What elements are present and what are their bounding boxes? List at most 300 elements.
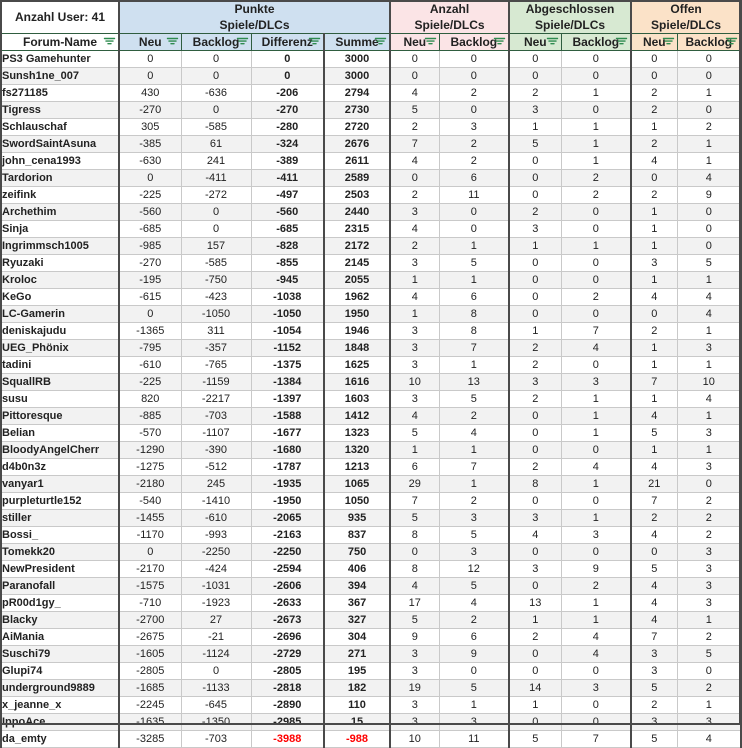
cell-forum-name: AiMania [1,629,119,646]
cell-punkte-differenz: -2729 [251,646,324,663]
cell-abgeschlossen-neu: 2 [509,357,561,374]
cell-abgeschlossen-backlog: 2 [561,578,631,595]
cell-anzahl-backlog: 7 [439,459,509,476]
cell-anzahl-neu: 2 [390,119,439,136]
cell-forum-name: Ingrimmsch1005 [1,238,119,255]
cell-abgeschlossen-backlog: 1 [561,595,631,612]
cell-punkte-backlog: -512 [181,459,251,476]
group-abgeschlossen-line1: Abgeschlossen [525,2,615,16]
cell-punkte-summe: 1950 [324,306,390,323]
table-row [1,119,741,136]
cell-abgeschlossen-neu: 3 [509,221,561,238]
cell-offen-backlog: 0 [677,238,741,255]
cell-abgeschlossen-backlog: 4 [561,646,631,663]
cell-punkte-backlog: 61 [181,136,251,153]
cell-anzahl-backlog: 3 [439,714,509,731]
cell-forum-name: Paranofall [1,578,119,595]
cell-punkte-summe: 3000 [324,68,390,85]
cell-anzahl-backlog: 2 [439,493,509,510]
cell-punkte-summe: 1065 [324,476,390,493]
cell-punkte-differenz: -945 [251,272,324,289]
column-header-abgeschlossen-neu[interactable] [509,34,561,51]
cell-offen-neu: 2 [631,85,677,102]
column-header-row [1,34,741,51]
table-row [1,153,741,170]
cell-punkte-summe: 837 [324,527,390,544]
cell-abgeschlossen-neu: 0 [509,425,561,442]
group-header-row [1,1,741,34]
cell-punkte-differenz: -2606 [251,578,324,595]
cell-punkte-differenz: -828 [251,238,324,255]
cell-offen-backlog: 2 [677,527,741,544]
cell-forum-name: d4b0n3z [1,459,119,476]
cell-punkte-neu: 0 [119,51,181,68]
cell-punkte-differenz: -1950 [251,493,324,510]
cell-punkte-neu: -630 [119,153,181,170]
cell-punkte-neu: -1685 [119,680,181,697]
table-row [1,170,741,187]
cell-abgeschlossen-backlog: 3 [561,374,631,391]
cell-anzahl-backlog: 4 [439,595,509,612]
cell-abgeschlossen-neu: 1 [509,238,561,255]
cell-punkte-backlog: -272 [181,187,251,204]
cell-forum-name: underground9889 [1,680,119,697]
cell-punkte-summe: -988 [324,731,390,748]
cell-anzahl-backlog: 13 [439,374,509,391]
cell-abgeschlossen-backlog: 0 [561,255,631,272]
cell-offen-backlog: 5 [677,646,741,663]
user-count-label: Anzahl User: 41 [14,10,106,24]
cell-forum-name: Tigress [1,102,119,119]
cell-offen-backlog: 1 [677,612,741,629]
cell-abgeschlossen-backlog: 3 [561,680,631,697]
cell-punkte-neu: -1635 [119,714,181,731]
cell-forum-name: Glupi74 [1,663,119,680]
cell-offen-backlog: 3 [677,544,741,561]
cell-punkte-differenz: -1588 [251,408,324,425]
cell-offen-neu: 1 [631,272,677,289]
cell-forum-name: SwordSaintAsuna [1,136,119,153]
cell-offen-neu: 4 [631,578,677,595]
cell-punkte-backlog: -1050 [181,306,251,323]
cell-forum-name: BloodyAngelCherr [1,442,119,459]
column-header-abgeschlossen-backlog[interactable] [561,34,631,51]
cell-offen-backlog: 4 [677,170,741,187]
column-label: Neu [138,35,162,49]
cell-anzahl-backlog: 0 [439,68,509,85]
cell-abgeschlossen-backlog: 1 [561,510,631,527]
cell-forum-name: Schlauschaf [1,119,119,136]
cell-punkte-differenz: -1397 [251,391,324,408]
cell-abgeschlossen-backlog: 4 [561,340,631,357]
cell-forum-name: IppoAce [1,714,119,731]
cell-punkte-backlog: 0 [181,663,251,680]
cell-punkte-summe: 935 [324,510,390,527]
cell-offen-neu: 2 [631,187,677,204]
cell-anzahl-neu: 10 [390,374,439,391]
cell-punkte-neu: -615 [119,289,181,306]
cell-punkte-summe: 1946 [324,323,390,340]
cell-offen-neu: 3 [631,714,677,731]
table-row [1,187,741,204]
cell-offen-backlog: 3 [677,578,741,595]
cell-punkte-backlog: -424 [181,561,251,578]
cell-punkte-summe: 110 [324,697,390,714]
cell-offen-neu: 1 [631,221,677,238]
group-punkte-line2: Spiele/DLCs [219,18,290,32]
cell-abgeschlossen-backlog: 0 [561,493,631,510]
column-label: Backlog [450,35,498,49]
cell-punkte-neu: -1575 [119,578,181,595]
cell-punkte-backlog: -610 [181,510,251,527]
cell-offen-backlog: 2 [677,629,741,646]
cell-anzahl-backlog: 1 [439,272,509,289]
cell-punkte-backlog: 157 [181,238,251,255]
cell-anzahl-backlog: 3 [439,544,509,561]
cell-anzahl-neu: 2 [390,238,439,255]
cell-punkte-summe: 1603 [324,391,390,408]
cell-forum-name: Belian [1,425,119,442]
cell-abgeschlossen-neu: 0 [509,408,561,425]
cell-abgeschlossen-neu: 2 [509,85,561,102]
cell-punkte-backlog: -585 [181,255,251,272]
cell-punkte-backlog: -1410 [181,493,251,510]
cell-abgeschlossen-backlog: 9 [561,561,631,578]
column-header-punkte-neu[interactable] [119,34,181,51]
cell-offen-backlog: 2 [677,680,741,697]
cell-anzahl-backlog: 0 [439,221,509,238]
cell-punkte-differenz: -324 [251,136,324,153]
cell-forum-name: UEG_Phönix [1,340,119,357]
cell-forum-name: da_emty [1,731,119,748]
cell-punkte-differenz: -2633 [251,595,324,612]
cell-punkte-differenz: -1050 [251,306,324,323]
cell-punkte-differenz: -280 [251,119,324,136]
cell-offen-backlog: 9 [677,187,741,204]
cell-anzahl-neu: 5 [390,425,439,442]
cell-offen-backlog: 1 [677,442,741,459]
cell-punkte-summe: 406 [324,561,390,578]
cell-punkte-differenz: -206 [251,85,324,102]
cell-punkte-neu: -2170 [119,561,181,578]
cell-punkte-differenz: -411 [251,170,324,187]
table-row [1,646,741,663]
cell-punkte-backlog: -1124 [181,646,251,663]
group-anzahl-line2: Spiele/DLCs [414,18,485,32]
cell-offen-backlog: 1 [677,357,741,374]
cell-offen-neu: 2 [631,323,677,340]
cell-punkte-summe: 367 [324,595,390,612]
cell-anzahl-backlog: 5 [439,578,509,595]
column-label: Neu [523,35,547,49]
cell-anzahl-neu: 4 [390,578,439,595]
cell-punkte-backlog: -585 [181,119,251,136]
cell-anzahl-neu: 1 [390,306,439,323]
cell-punkte-differenz: -1038 [251,289,324,306]
cell-punkte-neu: -225 [119,374,181,391]
column-header-offen-neu[interactable] [631,34,677,51]
cell-punkte-neu: -270 [119,255,181,272]
filter-funnel-icon[interactable] [616,38,627,47]
cell-punkte-differenz: -2594 [251,561,324,578]
cell-anzahl-neu: 1 [390,442,439,459]
column-header-anzahl-backlog[interactable] [439,34,509,51]
cell-punkte-differenz: -2065 [251,510,324,527]
table-row [1,272,741,289]
cell-offen-backlog: 1 [677,323,741,340]
cell-abgeschlossen-neu: 0 [509,578,561,595]
cell-forum-name: Blacky [1,612,119,629]
cell-forum-name: fs271185 [1,85,119,102]
cell-abgeschlossen-neu: 0 [509,663,561,680]
cell-forum-name: susu [1,391,119,408]
cell-punkte-summe: 2730 [324,102,390,119]
filter-funnel-icon[interactable] [309,38,320,47]
cell-punkte-neu: -1605 [119,646,181,663]
cell-punkte-neu: -2700 [119,612,181,629]
cell-abgeschlossen-backlog: 7 [561,323,631,340]
cell-offen-neu: 1 [631,442,677,459]
cell-offen-backlog: 1 [677,136,741,153]
column-header-punkte-summe[interactable] [324,34,390,51]
table-row [1,408,741,425]
cell-punkte-neu: -560 [119,204,181,221]
cell-anzahl-neu: 3 [390,323,439,340]
cell-offen-backlog: 3 [677,459,741,476]
table-row [1,85,741,102]
cell-punkte-backlog: -703 [181,731,251,748]
table-body [1,51,741,748]
cell-anzahl-backlog: 8 [439,323,509,340]
cell-punkte-backlog: -1107 [181,425,251,442]
cell-punkte-neu: 820 [119,391,181,408]
cell-punkte-differenz: -2163 [251,527,324,544]
cell-punkte-neu: -3285 [119,731,181,748]
column-label: Differenz [261,35,313,49]
filter-funnel-icon[interactable] [104,38,115,47]
cell-anzahl-backlog: 2 [439,612,509,629]
cell-abgeschlossen-backlog: 4 [561,629,631,646]
cell-punkte-backlog: 245 [181,476,251,493]
cell-punkte-differenz: -2985 [251,714,324,731]
filter-funnel-icon[interactable] [167,38,178,47]
cell-anzahl-backlog: 4 [439,425,509,442]
cell-forum-name: stiller [1,510,119,527]
cell-abgeschlossen-backlog: 3 [561,527,631,544]
cell-anzahl-backlog: 1 [439,238,509,255]
cell-anzahl-backlog: 0 [439,663,509,680]
cell-anzahl-neu: 29 [390,476,439,493]
cell-anzahl-neu: 17 [390,595,439,612]
cell-offen-backlog: 0 [677,221,741,238]
column-label: Backlog [685,35,733,49]
cell-offen-neu: 2 [631,510,677,527]
cell-anzahl-neu: 10 [390,731,439,748]
table-row [1,680,741,697]
filter-funnel-icon[interactable] [425,38,436,47]
cell-abgeschlossen-backlog: 1 [561,391,631,408]
cell-offen-backlog: 3 [677,595,741,612]
cell-punkte-backlog: 0 [181,51,251,68]
table-row [1,595,741,612]
cell-punkte-summe: 1320 [324,442,390,459]
cell-anzahl-neu: 0 [390,544,439,561]
column-header-forum-name[interactable] [1,34,119,51]
cell-anzahl-neu: 3 [390,340,439,357]
cell-punkte-neu: -1455 [119,510,181,527]
cell-abgeschlossen-neu: 0 [509,272,561,289]
cell-anzahl-backlog: 2 [439,136,509,153]
table-row [1,459,741,476]
cell-punkte-differenz: -3988 [251,731,324,748]
cell-punkte-differenz: -2696 [251,629,324,646]
cell-punkte-summe: 750 [324,544,390,561]
cell-abgeschlossen-neu: 0 [509,493,561,510]
cell-abgeschlossen-neu: 0 [509,187,561,204]
cell-punkte-summe: 182 [324,680,390,697]
cell-anzahl-neu: 0 [390,51,439,68]
cell-abgeschlossen-backlog: 0 [561,204,631,221]
cell-punkte-summe: 1625 [324,357,390,374]
cell-anzahl-neu: 3 [390,663,439,680]
cell-anzahl-neu: 5 [390,510,439,527]
cell-punkte-backlog: 0 [181,102,251,119]
cell-punkte-summe: 2589 [324,170,390,187]
cell-abgeschlossen-neu: 0 [509,442,561,459]
cell-offen-backlog: 0 [677,663,741,680]
column-header-offen-backlog[interactable] [677,34,741,51]
column-header-punkte-differenz[interactable] [251,34,324,51]
cell-anzahl-neu: 5 [390,102,439,119]
cell-punkte-backlog: -411 [181,170,251,187]
column-header-punkte-backlog[interactable] [181,34,251,51]
cell-punkte-differenz: -2890 [251,697,324,714]
cell-punkte-summe: 2055 [324,272,390,289]
cell-punkte-differenz: -2805 [251,663,324,680]
cell-offen-backlog: 3 [677,340,741,357]
filter-funnel-icon[interactable] [663,38,674,47]
cell-anzahl-neu: 4 [390,85,439,102]
cell-offen-backlog: 1 [677,697,741,714]
cell-anzahl-neu: 3 [390,391,439,408]
filter-funnel-icon[interactable] [375,38,386,47]
table-row [1,102,741,119]
table-row [1,204,741,221]
cell-anzahl-neu: 3 [390,714,439,731]
cell-punkte-summe: 3000 [324,51,390,68]
table-row [1,221,741,238]
filter-funnel-icon[interactable] [726,38,737,47]
cell-forum-name: SquallRB [1,374,119,391]
column-label: Backlog [572,35,620,49]
cell-punkte-summe: 2315 [324,221,390,238]
cell-anzahl-backlog: 0 [439,102,509,119]
cell-anzahl-backlog: 6 [439,629,509,646]
cell-abgeschlossen-backlog: 0 [561,544,631,561]
cell-offen-neu: 1 [631,357,677,374]
table-row [1,544,741,561]
filter-funnel-icon[interactable] [237,38,248,47]
cell-punkte-backlog: -765 [181,357,251,374]
cell-punkte-backlog: -390 [181,442,251,459]
cell-anzahl-neu: 3 [390,204,439,221]
cell-anzahl-backlog: 1 [439,442,509,459]
cell-punkte-differenz: -2673 [251,612,324,629]
group-offen-line1: Offen [670,2,702,16]
column-header-anzahl-neu[interactable] [390,34,439,51]
cell-offen-neu: 2 [631,136,677,153]
cell-abgeschlossen-backlog: 1 [561,136,631,153]
cell-offen-backlog: 3 [677,425,741,442]
cell-anzahl-neu: 7 [390,136,439,153]
cell-punkte-differenz: -1384 [251,374,324,391]
cell-abgeschlossen-backlog: 1 [561,425,631,442]
column-label: Neu [403,35,427,49]
cell-punkte-backlog: -993 [181,527,251,544]
cell-offen-neu: 4 [631,612,677,629]
filter-funnel-icon[interactable] [547,38,558,47]
cell-abgeschlossen-neu: 1 [509,323,561,340]
cell-abgeschlossen-neu: 0 [509,714,561,731]
cell-anzahl-backlog: 2 [439,408,509,425]
cell-abgeschlossen-neu: 2 [509,391,561,408]
cell-forum-name: Sunsh1ne_007 [1,68,119,85]
cell-anzahl-neu: 19 [390,680,439,697]
cell-anzahl-neu: 3 [390,646,439,663]
cell-punkte-differenz: -2250 [251,544,324,561]
cell-abgeschlossen-neu: 2 [509,204,561,221]
cell-punkte-summe: 2503 [324,187,390,204]
cell-punkte-neu: 0 [119,306,181,323]
cell-anzahl-neu: 0 [390,68,439,85]
table-row [1,51,741,68]
user-count-cell [1,1,119,34]
cell-punkte-neu: -2180 [119,476,181,493]
cell-anzahl-backlog: 1 [439,476,509,493]
cell-punkte-neu: 430 [119,85,181,102]
cell-punkte-neu: -540 [119,493,181,510]
cell-offen-backlog: 2 [677,510,741,527]
cell-forum-name: Archethim [1,204,119,221]
cell-punkte-neu: -270 [119,102,181,119]
cell-anzahl-neu: 8 [390,527,439,544]
cell-offen-neu: 7 [631,374,677,391]
cell-punkte-summe: 1848 [324,340,390,357]
cell-punkte-neu: -385 [119,136,181,153]
cell-punkte-differenz: -685 [251,221,324,238]
cell-punkte-backlog: -1923 [181,595,251,612]
cell-punkte-neu: -2245 [119,697,181,714]
table-row [1,663,741,680]
cell-anzahl-backlog: 6 [439,170,509,187]
column-label: Forum-Name [22,35,97,49]
cell-anzahl-neu: 3 [390,357,439,374]
cell-punkte-summe: 1323 [324,425,390,442]
table-row [1,578,741,595]
group-header-abgeschlossen [509,1,631,34]
cell-offen-backlog: 3 [677,714,741,731]
cell-offen-backlog: 1 [677,272,741,289]
cell-anzahl-backlog: 5 [439,391,509,408]
group-header-punkte [119,1,390,34]
filter-funnel-icon[interactable] [494,38,505,47]
cell-offen-backlog: 0 [677,102,741,119]
cell-abgeschlossen-backlog: 2 [561,187,631,204]
cell-offen-backlog: 1 [677,408,741,425]
cell-offen-backlog: 1 [677,153,741,170]
cell-anzahl-backlog: 8 [439,306,509,323]
cell-punkte-backlog: -1350 [181,714,251,731]
